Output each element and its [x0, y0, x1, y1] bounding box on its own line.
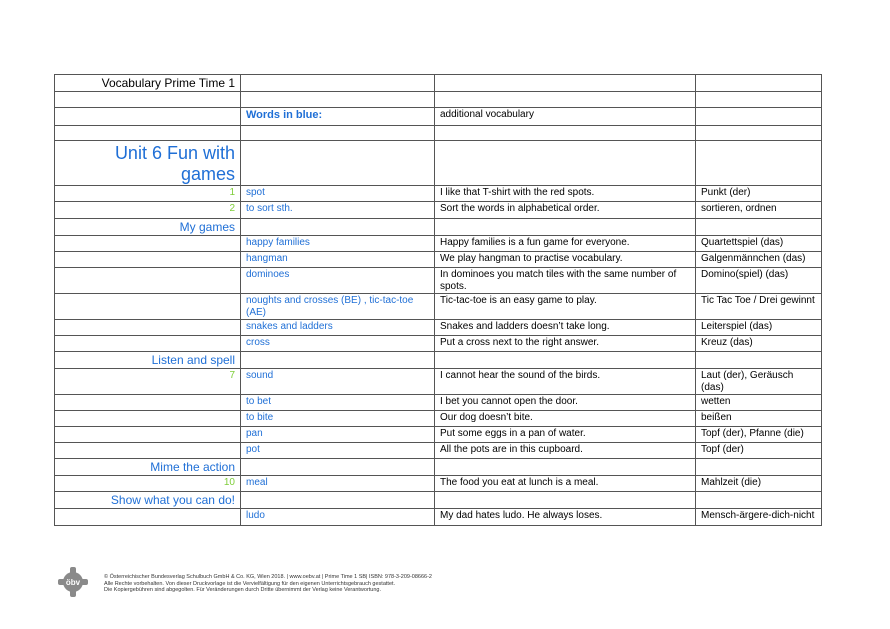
example-sentence: Put some eggs in a pan of water. — [440, 428, 586, 439]
vocab-word-cell — [241, 202, 435, 219]
obv-logo-icon — [57, 566, 89, 598]
legend-text-cell — [435, 108, 696, 126]
german-translation: Mahlzeit (die) — [701, 477, 762, 488]
vocab-word: snakes and ladders — [246, 321, 333, 332]
publisher-logo — [57, 566, 89, 598]
legend-label: Words in blue: — [246, 109, 323, 121]
vocab-word: hangman — [246, 253, 288, 264]
footer-line-1: © Österreichischer Bundesverlag Schulbuch GmbH & Co. KG, Wien 2018. | www.oebv.at | Prime Time 1 SB| ISBN: 978-3-209-08666-2 — [104, 574, 432, 580]
vocab-word: meal — [246, 477, 268, 488]
example-sentence-cell — [435, 268, 696, 294]
logo-text: öbv — [65, 578, 81, 587]
german-translation: Tic Tac Toe / Drei gewinnt — [701, 295, 815, 306]
table-row — [55, 75, 822, 92]
vocab-word: sound — [246, 370, 274, 381]
example-sentence-cell — [435, 236, 696, 252]
example-sentence-cell — [435, 411, 696, 427]
vocab-word: cross — [246, 337, 270, 348]
vocab-word-cell — [241, 186, 435, 202]
example-sentence: All the pots are in this cupboard. — [440, 444, 583, 455]
section-heading-cell — [55, 459, 241, 476]
section-row — [55, 492, 822, 509]
example-sentence-cell — [435, 509, 696, 526]
unit-title: Unit 6 Fun with games — [114, 143, 235, 184]
vocab-word-cell — [241, 320, 435, 336]
german-translation-cell — [696, 202, 822, 219]
german-translation: wetten — [701, 396, 731, 407]
unit-title-cell — [55, 141, 241, 186]
german-translation: Quartettspiel (das) — [701, 237, 784, 248]
example-sentence: I cannot hear the sound of the birds. — [440, 370, 601, 381]
item-number-cell — [55, 186, 241, 202]
item-number-cell — [55, 369, 241, 395]
example-sentence: Sort the words in alphabetical order. — [440, 203, 600, 214]
section-row — [55, 219, 822, 236]
table-row — [55, 92, 822, 108]
german-translation: Mensch-ärgere-dich-nicht — [701, 510, 815, 521]
vocabulary-table — [54, 74, 822, 526]
example-sentence: The food you eat at lunch is a meal. — [440, 477, 599, 488]
german-translation-cell — [696, 268, 822, 294]
sheet-title: Vocabulary Prime Time 1 — [101, 76, 235, 90]
german-translation: Leiterspiel (das) — [701, 321, 773, 332]
section-heading-cell — [55, 492, 241, 509]
table-row — [55, 509, 822, 526]
german-translation: Domino(spiel) (das) — [701, 269, 789, 280]
example-sentence: Our dog doesn’t bite. — [440, 412, 533, 423]
german-translation-cell — [696, 336, 822, 352]
table-row — [55, 126, 822, 141]
vocab-word: ludo — [246, 510, 265, 521]
example-sentence: In dominoes you match tiles with the same number of spots. — [440, 269, 677, 292]
table-row — [55, 294, 822, 320]
example-sentence-cell — [435, 395, 696, 411]
vocab-word: happy families — [246, 237, 310, 248]
example-sentence: My dad hates ludo. He always loses. — [440, 510, 603, 521]
german-translation-cell — [696, 236, 822, 252]
german-translation: Kreuz (das) — [701, 337, 753, 348]
example-sentence-cell — [435, 252, 696, 268]
vocab-word-cell — [241, 443, 435, 459]
table-row — [55, 186, 822, 202]
example-sentence: Tic-tac-toe is an easy game to play. — [440, 295, 597, 306]
vocab-word-cell — [241, 476, 435, 492]
vocab-word-cell — [241, 411, 435, 427]
german-translation: Galgenmännchen (das) — [701, 253, 806, 264]
vocab-word-cell — [241, 294, 435, 320]
example-sentence: We play hangman to practise vocabulary. — [440, 253, 623, 264]
example-sentence: I bet you cannot open the door. — [440, 396, 578, 407]
item-number: 10 — [223, 477, 235, 488]
vocab-word: dominoes — [246, 269, 290, 280]
item-number: 1 — [229, 187, 235, 198]
german-translation-cell — [696, 411, 822, 427]
example-sentence-cell — [435, 202, 696, 219]
example-sentence-cell — [435, 369, 696, 395]
vocab-word: pan — [246, 428, 263, 439]
table-row — [55, 336, 822, 352]
footer-line-2: Alle Rechte vorbehalten. Von dieser Druckvorlage ist die Vervielfältigung für den eigenen Unterrichtsgebrauch gestattet. — [104, 580, 396, 587]
vocab-word-cell — [241, 509, 435, 526]
german-translation-cell — [696, 443, 822, 459]
vocab-word: to bet — [246, 396, 272, 407]
footer-line-3: Die Kopiergebühren sind abgegolten. Für Veränderungen durch Dritte übernimmt der Verlag keine Verantwortung. — [104, 587, 382, 594]
section-heading-cell — [55, 352, 241, 369]
vocab-word: to bite — [246, 412, 274, 423]
german-translation: sortieren, ordnen — [701, 203, 777, 214]
vocab-word: to sort sth. — [246, 203, 293, 214]
item-number-cell — [55, 476, 241, 492]
vocab-word: noughts and crosses (BE) , tic-tac-toe (AE) — [246, 295, 414, 318]
table-row — [55, 411, 822, 427]
german-translation: beißen — [701, 412, 732, 423]
example-sentence: Snakes and ladders doesn’t take long. — [440, 321, 610, 332]
example-sentence-cell — [435, 443, 696, 459]
vocab-word-cell — [241, 236, 435, 252]
section-heading: Show what you can do! — [110, 493, 235, 507]
table-row — [55, 395, 822, 411]
section-heading: Listen and spell — [151, 353, 235, 367]
table-row — [55, 141, 822, 186]
example-sentence-cell — [435, 427, 696, 443]
section-row — [55, 459, 822, 476]
vocabulary-table-body — [55, 75, 822, 526]
german-translation: Topf (der), Pfanne (die) — [701, 428, 804, 439]
table-row — [55, 320, 822, 336]
vocab-word: pot — [246, 444, 260, 455]
example-sentence-cell — [435, 320, 696, 336]
item-number: 7 — [229, 370, 235, 381]
german-translation-cell — [696, 294, 822, 320]
example-sentence-cell — [435, 336, 696, 352]
example-sentence: Happy families is a fun game for everyone. — [440, 237, 630, 248]
german-translation-cell — [696, 509, 822, 526]
table-row — [55, 202, 822, 219]
table-row — [55, 443, 822, 459]
vocab-word-cell — [241, 395, 435, 411]
german-translation: Topf (der) — [701, 444, 744, 455]
table-row — [55, 476, 822, 492]
table-row — [55, 236, 822, 252]
example-sentence-cell — [435, 294, 696, 320]
sheet-title-cell — [55, 75, 241, 92]
example-sentence: I like that T-shirt with the red spots. — [440, 187, 595, 198]
item-number: 2 — [229, 203, 235, 214]
copyright-footer — [104, 574, 464, 594]
german-translation-cell — [696, 395, 822, 411]
example-sentence-cell — [435, 186, 696, 202]
vocab-word-cell — [241, 369, 435, 395]
table-row — [55, 108, 822, 126]
section-heading-cell — [55, 219, 241, 236]
table-row — [55, 427, 822, 443]
table-row — [55, 252, 822, 268]
section-heading: My games — [179, 220, 235, 234]
example-sentence-cell — [435, 476, 696, 492]
german-translation-cell — [696, 427, 822, 443]
vocab-word-cell — [241, 268, 435, 294]
vocab-word-cell — [241, 427, 435, 443]
german-translation-cell — [696, 186, 822, 202]
german-translation-cell — [696, 476, 822, 492]
german-translation-cell — [696, 369, 822, 395]
table-row — [55, 369, 822, 395]
vocab-word-cell — [241, 336, 435, 352]
table-row — [55, 268, 822, 294]
german-translation-cell — [696, 320, 822, 336]
german-translation-cell — [696, 252, 822, 268]
section-heading: Mime the action — [150, 460, 235, 474]
german-translation: Laut (der), Geräusch (das) — [701, 370, 794, 393]
legend-text: additional vocabulary — [440, 109, 534, 120]
legend-label-cell — [241, 108, 435, 126]
vocab-word-cell — [241, 252, 435, 268]
item-number-cell — [55, 202, 241, 219]
example-sentence: Put a cross next to the right answer. — [440, 337, 599, 348]
vocab-word: spot — [246, 187, 265, 198]
section-row — [55, 352, 822, 369]
german-translation: Punkt (der) — [701, 187, 751, 198]
